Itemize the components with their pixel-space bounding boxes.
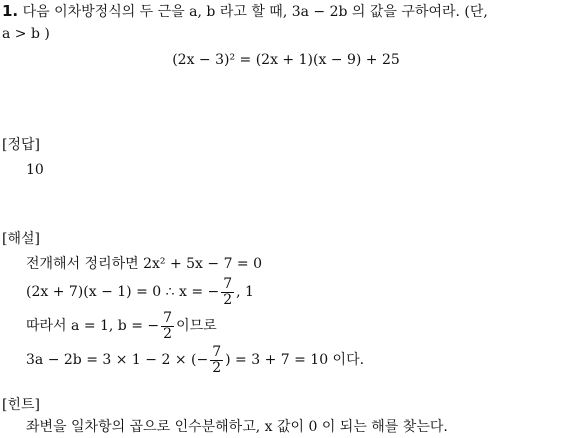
fraction-numerator: 7 [223, 275, 233, 292]
problem-number: 1. [2, 2, 19, 20]
solution-line-4 [26, 340, 364, 380]
fraction-denominator: 2 [223, 291, 233, 308]
fraction [221, 277, 234, 308]
hint-heading: [힌트] [2, 397, 40, 413]
problem-equation: (2x − 3)² = (2x + 1)(x − 9) + 25 [172, 52, 400, 68]
solution-line-4-left: 3a − 2b = 3 × 1 − 2 × (− [26, 352, 209, 368]
problem-line-1 [2, 2, 488, 21]
fraction-numerator: 7 [212, 343, 222, 360]
solution-line-2-right: , 1 [236, 284, 254, 300]
fraction [210, 345, 223, 376]
solution-line-3-left: 따라서 a = 1, b = − [26, 318, 160, 334]
fraction-denominator: 2 [212, 359, 222, 376]
fraction [161, 311, 174, 342]
solution-line-2-left: (2x + 7)(x − 1) = 0 ∴ x = − [26, 284, 220, 300]
solution-line-4-right: ) = 3 + 7 = 10 이다. [225, 352, 365, 368]
fraction-denominator: 2 [163, 325, 173, 342]
fraction-numerator: 7 [163, 309, 173, 326]
problem-line-2: a > b ) [2, 26, 50, 42]
problem-text: 다음 이차방정식의 두 근을 a, b 라고 할 때, 3a − 2b 의 값을 구하여라. (단, [22, 4, 488, 20]
answer-heading: [정답] [2, 137, 40, 153]
solution-line-1: 전개해서 정리하면 2x² + 5x − 7 = 0 [26, 256, 263, 272]
hint-text: 좌변을 일차항의 곱으로 인수분해하고, x 값이 0 이 되는 해를 찾는다. [26, 419, 448, 435]
answer-value: 10 [26, 162, 44, 178]
solution-heading: [해설] [2, 231, 40, 247]
solution-line-3-right: 이므로 [176, 318, 217, 334]
